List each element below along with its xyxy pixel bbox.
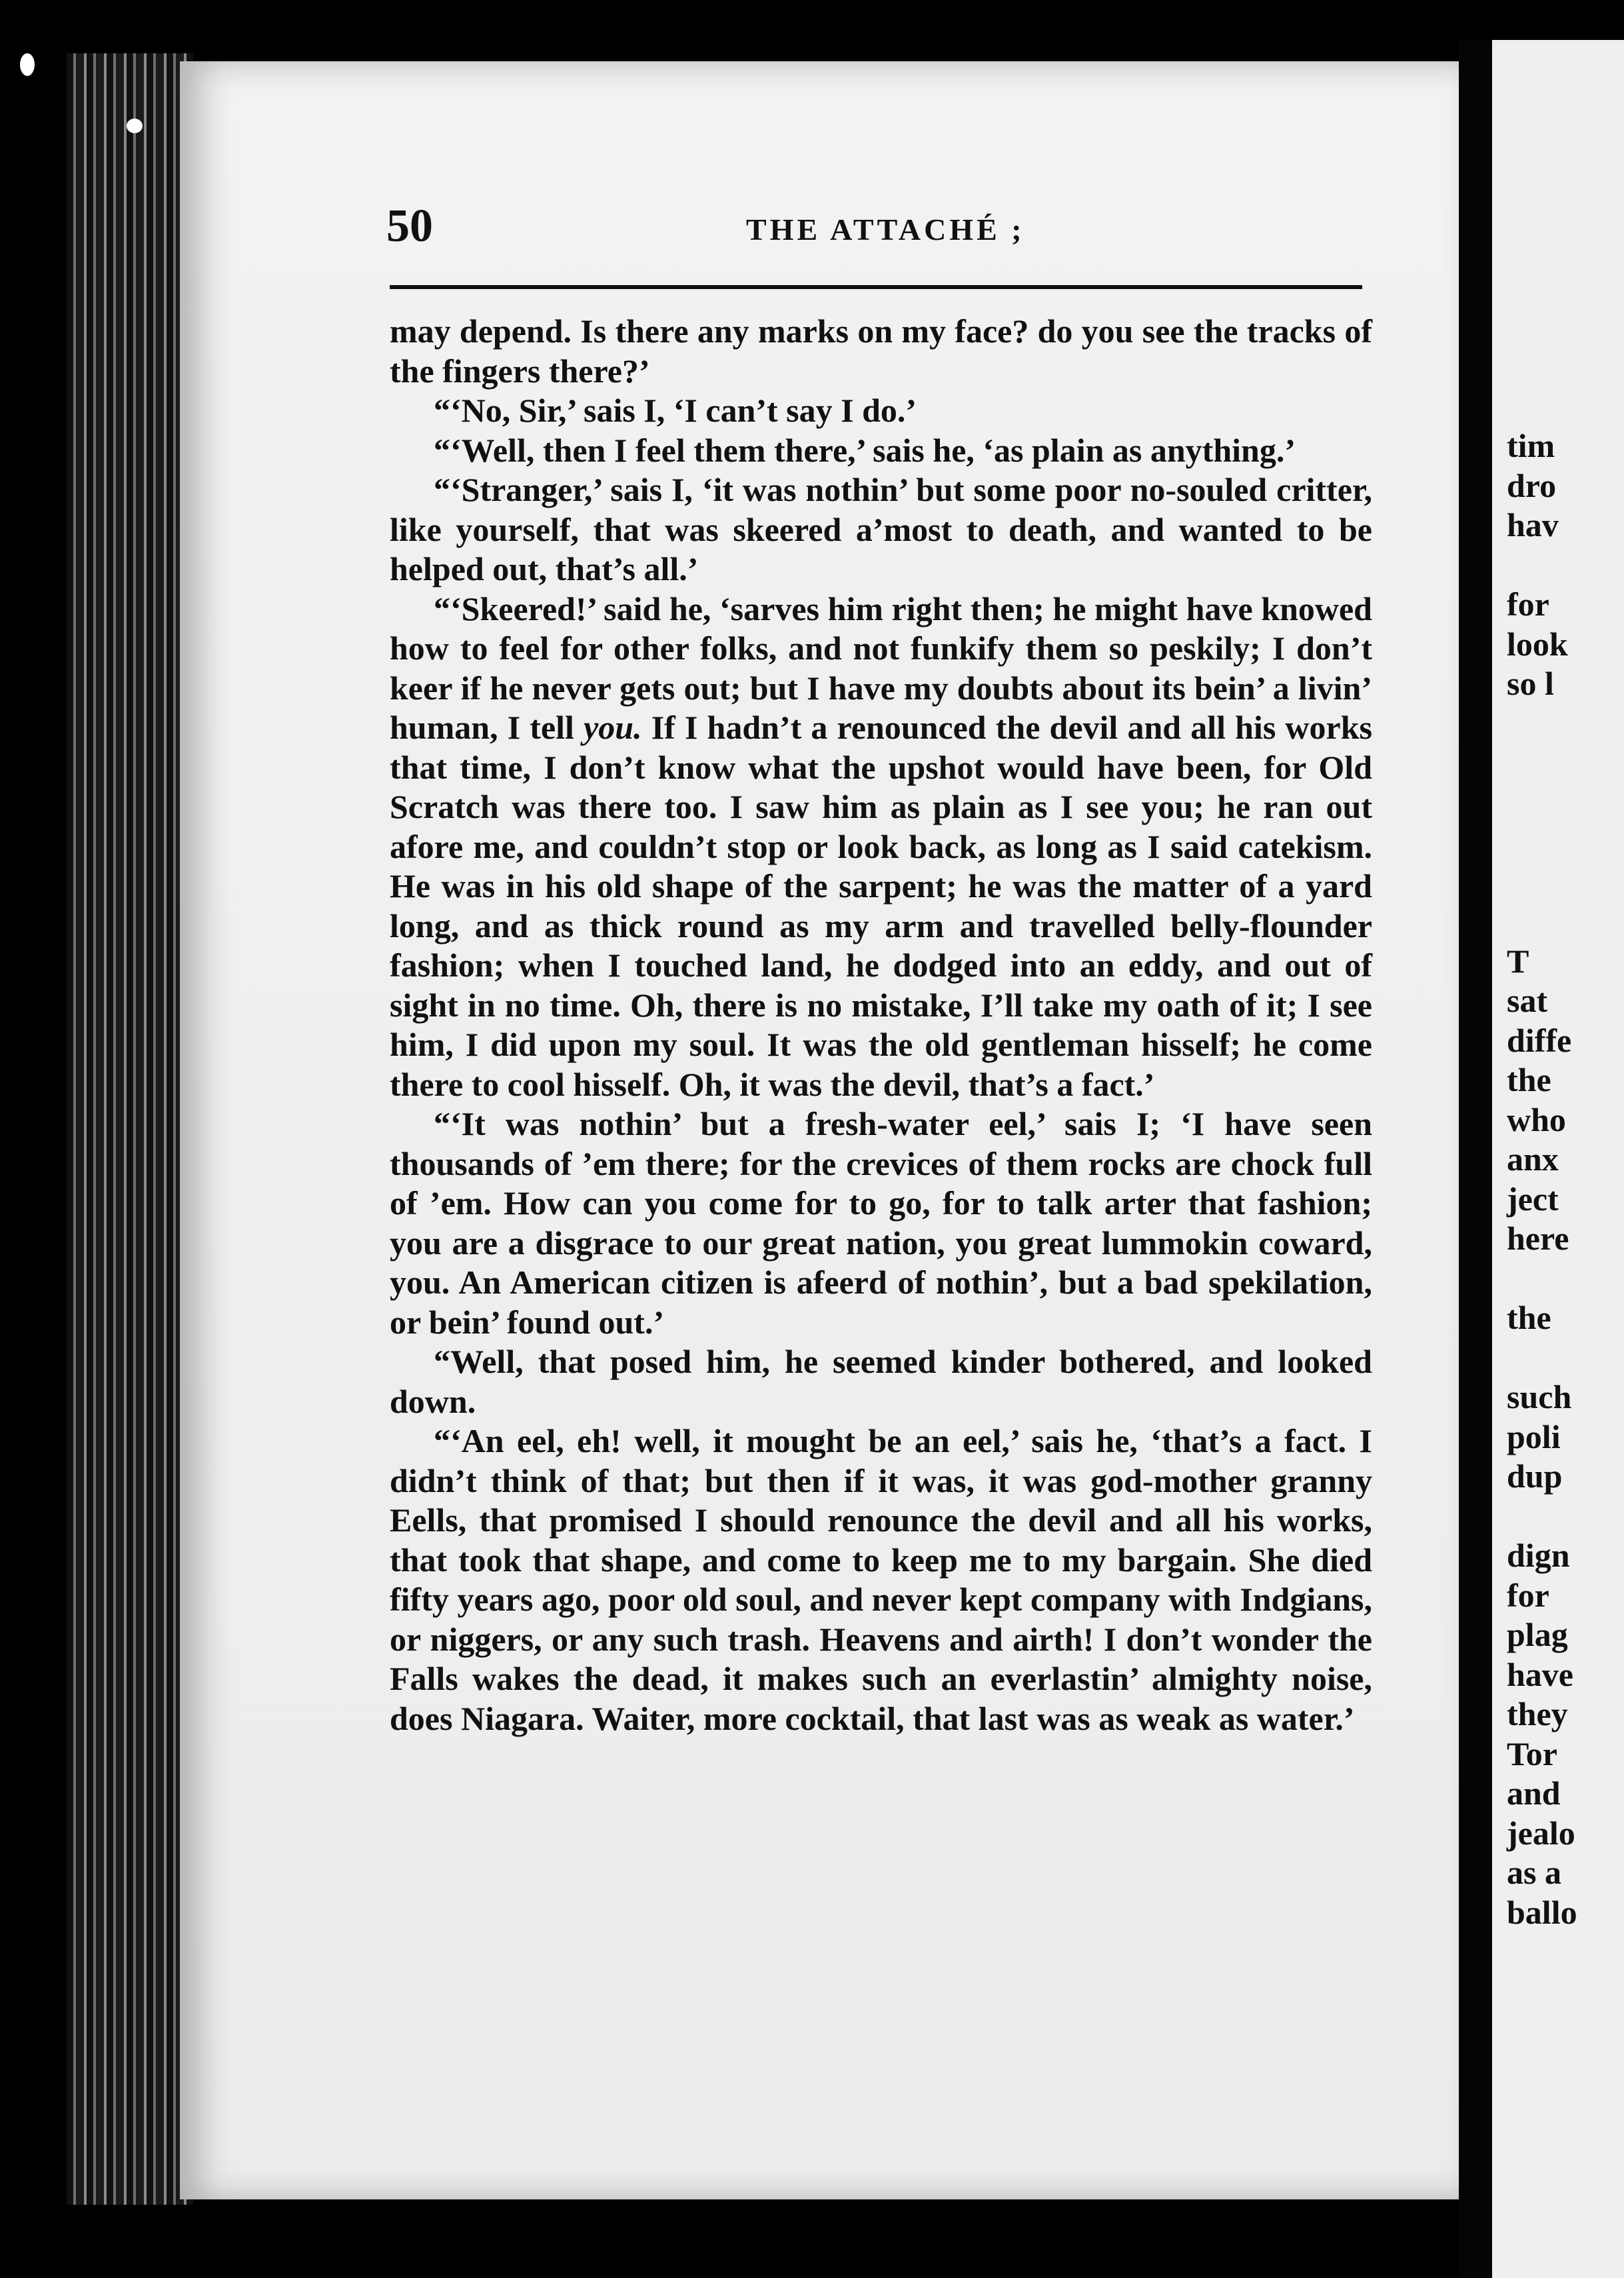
paragraph: “Well, that posed him, he seemed kinder bothered, and looked down. <box>390 1343 1372 1420</box>
facing-page-line: ballo <box>1507 1893 1577 1931</box>
facing-page-line: jealo <box>1507 1814 1575 1852</box>
page-header <box>386 200 1366 260</box>
facing-page-line <box>1507 1497 1624 1537</box>
facing-page-line: have <box>1507 1655 1573 1693</box>
facing-page-line <box>1507 1338 1624 1378</box>
book-edge <box>67 53 193 2205</box>
facing-page-line <box>1507 863 1624 903</box>
facing-page-line: ject <box>1507 1180 1559 1218</box>
paragraph-text: “‘Skeered!’ said he, ‘sarves him right then; he might have knowed how to feel for other folks, and not funkify them so peskily; I don’t keer if he never gets out; but I have my doubts about its bein’ a livin’ human, I tell <box>390 589 1372 746</box>
facing-page-line: the <box>1507 1299 1551 1336</box>
paragraph: “‘An eel, eh! well, it mought be an eel,’ sais he, ‘that’s a fact. I didn’t think of that; but then if it was, it was god-mother granny Eells, that promised I should renounce the devil and all his works, that took that shape, and come to keep me to my bargain. She died fifty years ago, poor old soul, and never kept company with Indgians, or niggers, or any such trash. Heavens and airth! I don’t wonder the Falls wakes the dead, it makes such an everlastin’ almighty noise, does Niagara. Waiter, more cocktail, that last was as weak as water.’ <box>390 1422 1372 1737</box>
facing-page-line: Tor <box>1507 1734 1557 1772</box>
paragraph: “‘Well, then I feel them there,’ sais he, ‘as plain as anything.’ <box>434 431 1296 469</box>
facing-page-line: and <box>1507 1774 1561 1812</box>
facing-page-line: look <box>1507 625 1568 663</box>
facing-page-line: diffe <box>1507 1021 1572 1059</box>
facing-page-line: they <box>1507 1695 1568 1732</box>
paragraph: “‘Stranger,’ sais I, ‘it was nothin’ but some poor no-souled critter, like yourself, that was skeered a’most to death, and wanted to be helped out, that’s all.’ <box>390 471 1372 587</box>
facing-page-line: anx <box>1507 1140 1559 1178</box>
header-rule <box>390 285 1362 289</box>
facing-page-line: as a <box>1507 1854 1561 1891</box>
facing-page-line: so l <box>1507 665 1554 702</box>
facing-page-line: for <box>1507 585 1549 623</box>
facing-page-line: such <box>1507 1378 1572 1415</box>
paragraph-text: If I hadn’t a renounced the devil and all his works that time, I don’t know what the upshot would have been, for Old Scratch was there too. I saw him as plain as I see you; he ran out afore me, and couldn’t stop or look back, as long as I said catekism. He was in his old shape of the sarpent; he was the matter of a yard long, and as thick round as my arm and travelled belly-flounder fashion; when I touched land, he dodged into an eddy, and out of sight in no time. Oh, there is no mistake, I’ll take my oath of it; I see him, I did upon my soul. It was the old gentleman hisself; he come there to cool hisself. Oh, it was the devil, that’s a fact.’ <box>390 709 1372 1103</box>
facing-page-line <box>1507 704 1624 744</box>
facing-page-line: hav <box>1507 506 1559 544</box>
facing-page-line <box>1507 1259 1624 1299</box>
book-gutter <box>1459 40 1492 2278</box>
facing-page-line: plag <box>1507 1616 1568 1653</box>
scan-speck <box>127 119 143 133</box>
paragraph: may depend. Is there any marks on my face? do you see the tracks of the fingers there?’ <box>390 312 1372 390</box>
facing-page-line <box>1507 546 1624 585</box>
facing-page-line: dup <box>1507 1457 1563 1495</box>
running-head: THE ATTACHÉ ; <box>746 212 1025 246</box>
page-number: 50 <box>386 200 433 252</box>
facing-page-line: who <box>1507 1100 1566 1138</box>
facing-page-text <box>1507 426 1624 1932</box>
facing-page-line: for <box>1507 1576 1549 1614</box>
facing-page-line: poli <box>1507 1417 1561 1455</box>
facing-page-line: dign <box>1507 1537 1570 1574</box>
facing-page-line <box>1507 783 1624 823</box>
facing-page-line <box>1507 743 1624 783</box>
facing-page-line <box>1507 902 1624 942</box>
facing-page-line: T <box>1507 942 1529 980</box>
facing-page-line: dro <box>1507 466 1557 504</box>
paragraph <box>390 589 1372 1105</box>
body-text <box>390 312 1372 1738</box>
scan-speck <box>20 53 35 76</box>
facing-page-line: here <box>1507 1220 1569 1257</box>
facing-page-line: sat <box>1507 982 1548 1019</box>
facing-page-line: the <box>1507 1061 1551 1098</box>
italic-text: you. <box>584 709 642 746</box>
facing-page-line: tim <box>1507 427 1555 464</box>
facing-page-line <box>1507 823 1624 863</box>
paragraph: “‘No, Sir,’ sais I, ‘I can’t say I do.’ <box>434 392 917 429</box>
paragraph: “‘It was nothin’ but a fresh-water eel,’ sais I; ‘I have seen thousands of ’em there; for the crevices of them rocks are chock full of ’em. How can you come for to go, for to talk arter that fashion; you are a disgrace to our great nation, you great lummokin coward, you. An American citizen is afeerd of nothin’, but a bad spekilation, or bein’ found out.’ <box>390 1105 1372 1341</box>
